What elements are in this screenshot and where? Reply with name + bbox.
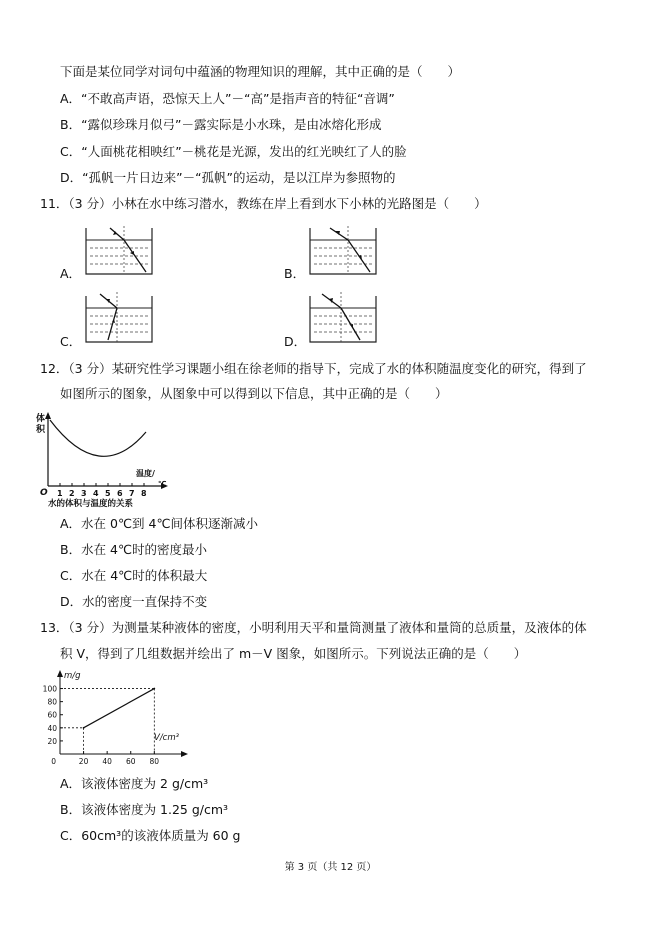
q13-m-v-chart <box>36 670 198 768</box>
mv-xlabel: V/cm³ <box>154 733 180 743</box>
q13-option-b: B．该液体密度为 1.25 g/cm³ <box>60 802 229 817</box>
mv-y-tick-label: 60 <box>47 710 57 720</box>
mv-y-tick-label: 20 <box>47 736 57 746</box>
q12-tick-7: 7 <box>129 489 135 498</box>
q12-option-c: C．水在 4℃时的体积最大 <box>60 568 208 583</box>
q10-option-b: B．“露似珍珠月似弓”－露实际是小水珠，是由冰熔化形成 <box>60 117 382 132</box>
q10-option-d: D．“孤帆一片日边来”－“孤帆”的运动，是以江岸为参照物的 <box>60 170 396 185</box>
q12-tick-5: 5 <box>105 489 111 498</box>
mv-x-tick-label: 80 <box>149 757 160 766</box>
q12-stem-line2: 如图所示的图象，从图象中可以得到以下信息，其中正确的是（ ） <box>60 386 448 401</box>
q12-tick-2: 2 <box>69 489 75 498</box>
q10-option-a: A．“不敢高声语，恐惊天上人”－“高”是指声音的特征“音调” <box>60 91 395 106</box>
mv-ylabel: m/g <box>64 671 81 681</box>
mv-x-arrow <box>181 751 188 757</box>
q12-option-d: D．水的密度一直保持不变 <box>60 594 208 609</box>
q12-ylabel-1: 体 <box>36 414 46 424</box>
q11-diagram-b <box>308 226 378 276</box>
q11-label-b: B． <box>284 266 306 281</box>
q11-diagram-c <box>84 292 154 344</box>
q10-option-c: C．“人面桃花相映红”－桃花是光源，发出的红光映红了人的脸 <box>60 144 407 159</box>
q11-diagram-d <box>308 292 378 344</box>
q12-tick-4: 4 <box>93 489 99 498</box>
q12-graph-caption: 水的体积与温度的关系 <box>48 499 134 508</box>
q11-diagram-a <box>84 226 154 276</box>
q12-xlabel-2: ℃ <box>158 480 167 488</box>
q13-option-a: A．该液体密度为 2 g/cm³ <box>60 776 209 791</box>
mv-x-tick-label: 20 <box>78 757 89 766</box>
q11-label-d: D． <box>284 334 307 349</box>
mv-y-tick-label: 100 <box>42 684 57 694</box>
q12-volume-curve <box>50 420 146 456</box>
mv-series-line <box>84 689 155 728</box>
q12-origin-label: O <box>40 488 48 498</box>
q11-stem: 11．（3 分）小林在水中练习潜水，教练在岸上看到水下小林的光路图是（ ） <box>40 196 487 211</box>
mv-origin-label: 0 <box>51 757 56 766</box>
q11-label-c: C． <box>60 334 82 349</box>
q12-option-a: A．水在 0℃到 4℃间体积逐渐减小 <box>60 516 258 531</box>
q12-tick-6: 6 <box>117 489 123 498</box>
q12-ylabel-2: 积 <box>36 425 46 435</box>
q13-stem-line1: 13．（3 分）为测量某种液体的密度，小明利用天平和量筒测量了液体和量筒的总质量，及液体的体 <box>40 620 587 635</box>
mv-y-tick-label: 40 <box>47 723 57 733</box>
q13-stem-line2: 积 V，得到了几组数据并绘出了 m－V 图象，如图所示。下列说法正确的是（ ） <box>60 646 527 661</box>
q12-tick-1: 1 <box>57 489 63 498</box>
q10-stem: 下面是某位同学对词句中蕴涵的物理知识的理解，其中正确的是（ ） <box>60 64 461 79</box>
q12-tick-3: 3 <box>81 489 87 498</box>
q12-tick-8: 8 <box>141 489 147 498</box>
q12-option-b: B．水在 4℃时的密度最小 <box>60 542 208 557</box>
q11-label-a: A． <box>60 266 82 281</box>
mv-y-tick-label: 80 <box>47 697 57 707</box>
mv-x-tick-label: 60 <box>125 757 136 766</box>
mv-y-arrow <box>57 670 63 677</box>
page-footer: 第 3 页（共 12 页） <box>284 862 377 873</box>
q12-volume-temperature-graph <box>34 410 174 508</box>
q12-stem-line1: 12．（3 分）某研究性学习课题小组在徐老师的指导下，完成了水的体积随温度变化的研究，得到了 <box>40 361 587 376</box>
mv-x-tick-label: 40 <box>102 757 112 766</box>
q12-xlabel-1: 温度/ <box>136 469 155 478</box>
q13-option-c: C．60cm³的该液体质量为 60 g <box>60 828 241 843</box>
